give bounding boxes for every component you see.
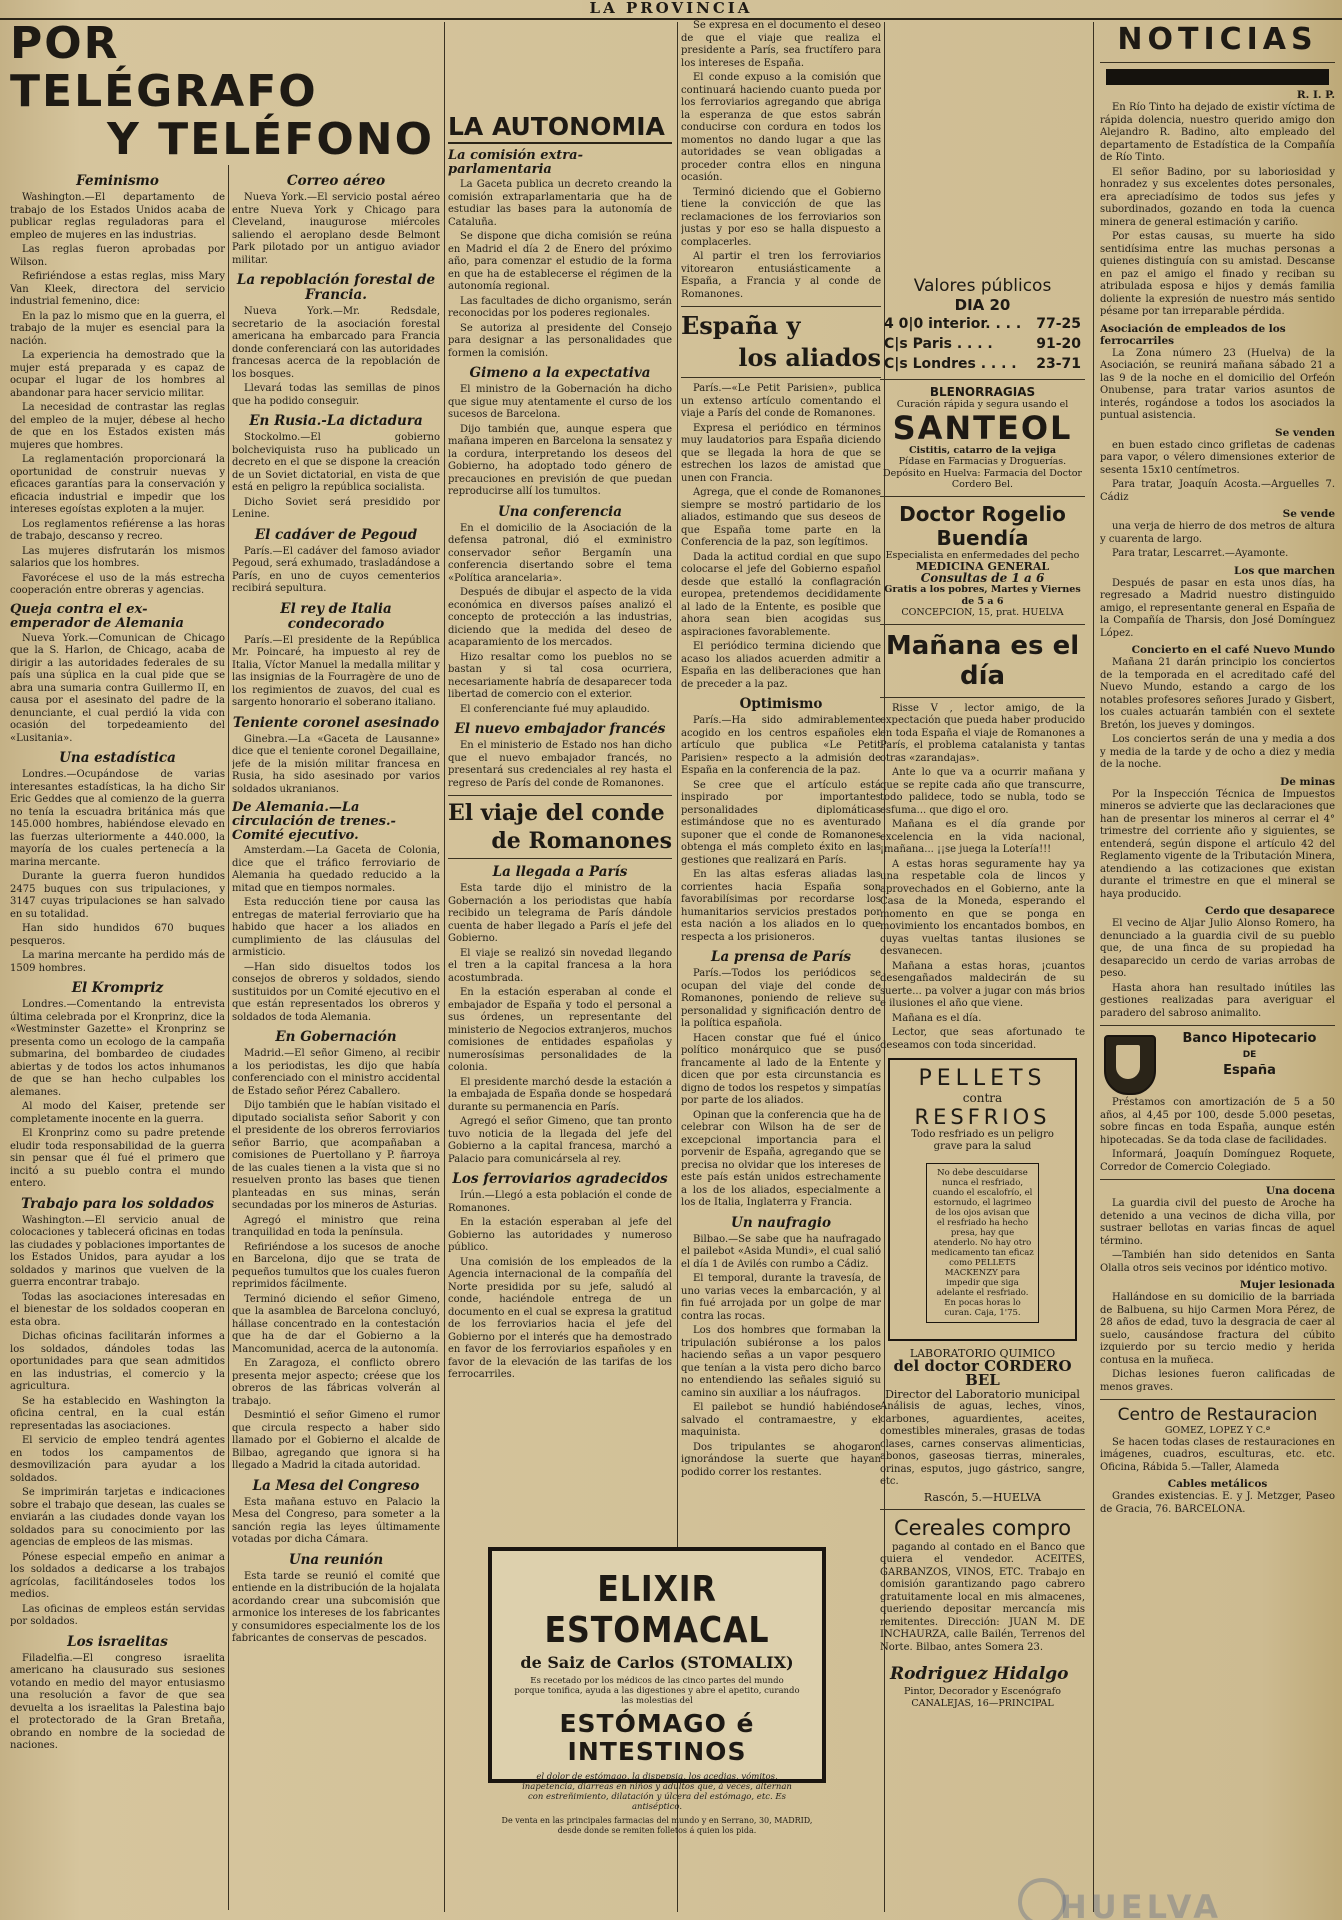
paragraph: Madrid.—El señor Gimeno, al recibir a los periodistas, les dijo que había conferenciado con el ministro accidental de Estado señor Pérez Caballero. (232, 1048, 440, 1097)
ad-text: MEDICINA GENERAL (915, 560, 1050, 573)
headline: Feminismo (76, 173, 159, 189)
paragraph: El conde expuso a la comisión que continuará haciendo cuanto pueda por los ferroviarios agregando que abriga la esperanza de que estos sabrán conducirse con cordura en todos los momentos no dando lugar a que las autoridades se vean obligadas a proceder contra ellos en ninguna ocasión. (681, 72, 881, 183)
valores-row (884, 314, 1081, 334)
paragraph: En la estación esperaban al conde el embajador de España y todo el personal a sus órdenes, un representante del ministerio de Negocios extranjeros, muchos comisiones de entidades españolas y numerosísimas personalidades de la colonia. (448, 987, 672, 1073)
paragraph: En la paz lo mismo que en la guerra, el trabajo de la mujer es esencial para la nación. (10, 310, 225, 347)
headline: Cerdo que desaparece (1204, 905, 1335, 917)
paragraph: El ministro de la Gobernación ha dicho que sigue muy atentamente el curso de los sucesos de Barcelona. (448, 384, 672, 420)
paragraph: Mañana es el día grande por excelencia en la vida nacional,¡mañana... ¡¡se juega la Lotería!!! (880, 819, 1085, 855)
paragraph: Esta tarde dijo el ministro de la Gobernación a los periodistas que había recibido un telegrama de París dándole cuenta de haber llegado a París el jefe del Gobierno. (448, 883, 672, 944)
paragraph: Washington.—El departamento de trabajo de los Estados Unidos acaba de publicar reglas reguladoras para el empleo de mujeres en las industrias. (10, 192, 225, 241)
paragraph: Agregó el señor Gimeno, que tan pronto tuvo noticia de la llegada del jefe del Gobierno a la capital francesa, marchó a Palacio para comunicársela al rey. (448, 1116, 672, 1165)
laboratorio-ad (880, 1347, 1085, 1504)
column-rule (228, 165, 229, 1910)
paragraph: París.—Todos los periódicos se ocupan del viaje del conde de Romanones, poniendo de relieve su personalidad y significación dentro de la política española. (681, 968, 881, 1029)
paragraph: Risse V , lector amigo, de la expectación que pueda haber producido en toda España el viaje de Romanones a París, el problema catalanista y tantas otras «zarandajas». (880, 702, 1085, 764)
paragraph: Lector, que seas afortunado te deseamos con toda sinceridad. (880, 1027, 1085, 1051)
paragraph: Después de pasar en esta unos días, ha regresado a Madrid nuestro distinguido amigo, el representante general en España de la Compañía de Tharsis, don José Domínguez López. (1100, 577, 1335, 639)
valores-value: 23-71 (1036, 356, 1081, 372)
paragraph: Opinan que la conferencia que ha de celebrar con Wilson ha de ser de excepcional importancia para el porvenir de España, agregando que se precisa no olvidar que los intereses de este país están unidos estrechamente a los de los aliados, especialmente a los de Italia, Inglaterra y Francia. (681, 1109, 881, 1208)
masthead-title: LA PROVINCIA (582, 0, 761, 17)
headline-aliados: los aliados (738, 343, 881, 372)
ad-text: el dolor de estómago, la dispepsia, los acedias, vómitos, inapetencia, diarreas en niños y adultos que, á veces, alternan con estreñimiento, dilatación y úlcera del estómago, etc. Es antiséptico. (522, 1772, 792, 1812)
paragraph: Dijo también que, aunque espera que mañana imperen en Barcelona la sensatez y la cordura, interpretando los deseos del Gobierno, ha adoptado todo género de precauciones en previsión de que puedan reproducirse allí los tumultos. (448, 423, 672, 497)
valores-title: Valores públicos (913, 276, 1052, 296)
paragraph: Se expresa en el documento el deseo de que el viaje que realiza el presidente a París, sea fructífero para los intereses de España. (681, 20, 881, 69)
divider (1100, 1025, 1335, 1026)
paragraph: en buen estado cinco grifletas de cadenas para vapor, o vélero dimensiones exterior de sesenta 15x10 centímetros. (1100, 439, 1335, 476)
paragraph: Stockolmo.—El gobierno bolcheviquista ruso ha publicado un decreto en el que se dispone la creación de un Soviet dictatorial, en vista de que está en peligro la república socialista. (232, 432, 440, 493)
paragraph: Dichas lesiones fueron calificadas de menos graves. (1100, 1369, 1335, 1393)
divider (1100, 1399, 1335, 1400)
ad-text: Cistitis, catarro de la vejiga (908, 444, 1057, 456)
paragraph: En la estación esperaban al jefe del Gobierno las autoridades y numeroso público. (448, 1217, 672, 1253)
ad-footer: De venta en las principales farmacias del mundo y en Serrano, 30, MADRID, desde donde se remiten folletos á quien los pida. (501, 1816, 813, 1835)
headline: El nuevo embajador francés (454, 721, 666, 737)
paragraph: Los reglamentos refiérense a las horas de trabajo, descanso y recreo. (10, 518, 225, 542)
paragraph: Favorécese el uso de la más estrecha cooperación entre obreras y agencias. (10, 572, 225, 596)
paragraph: El vecino de Aljar Julio Alonso Romero, ha denunciado a la guardia civil de su pueblo que, de una finca de su propiedad ha desaparecido un cerdo de varias arrobas de peso. (1100, 918, 1335, 979)
paragraph: Desmintió el señor Gimeno el rumor que circula respecto a haber sido llamado por el Gobierno el alcalde de Bilbao, agregando que ignora si ha llegado a Madrid la citada autoridad. (232, 1410, 440, 1471)
paragraph: En el domicilio de la Asociación de la defensa patronal, dió el exministro conservador señor Bergamín una conferencia disertando sobre el tema «Política arancelaria». (448, 522, 672, 584)
stamp-icon (1018, 1878, 1066, 1920)
headline-autonomia: LA AUTONOMIA (448, 114, 672, 144)
paragraph: Amsterdam.—La Gaceta de Colonia, dice que el tráfico ferroviario de Alemania ha quedado reducido a la mitad que en tiempos normales. (232, 845, 440, 894)
paragraph: Nueva York.—El servicio postal aéreo entre Nueva York y Chicago para Cleveland, inaugurose miércoles saliendo el aeroplano desde Belmont Park pilotado por un antiguo aviador militar. (232, 192, 440, 266)
divider (448, 795, 672, 796)
paragraph: Dichas oficinas facilitarán informes a los soldados, dándoles todas las oportunidades para que sean admitidos en las industrias, el comercio y la agricultura. (10, 1331, 225, 1392)
santeol-title: SANTEOL (892, 408, 1073, 447)
paragraph: Londres.—Comentando la entrevista última celebrada por el Kronprinz, dice la «Westminster Gazette» el Kronprinz se presenta como un ecologo de la campaña submarina, del bombardeo de ciudades abiertas y de todos los actos inhumanos de que se han hecho culpables los alemanes. (10, 999, 225, 1098)
blenorragias-title: BLENORRAGIAS (929, 385, 1036, 399)
paragraph: Los dos hombres que formaban la tripulación subiéronse a los palos haciendo señas a un vapor pesquero que tenían a la vista pero dicho barco no entendiendo las señales siguió su camino sin auxiliar a los náufragos. (681, 1325, 881, 1399)
paragraph: Mañana 21 darán principio los conciertos de la temporada en el acreditado café del Nuevo Mundo, estando a cargo de los notables profesores señores Jurado y Gisbert, los cuales actuarán también con el sextete Bretón, los jueves y domingos. (1100, 657, 1335, 731)
paragraph: Hacen constar que fué el único político monárquico que se pusó francamente al lado de la Entente y dicen que por esta circunstancia es digno de todos los respetos y simpatías por parte de los aliados. (681, 1032, 881, 1106)
banco-espana: España (1223, 1063, 1276, 1078)
paragraph: Pónese especial empeño en animar a los soldados a dedicarse a los trabajos agrícolas, facilitándoseles todos los medios. (10, 1551, 225, 1600)
paragraph: Refiriéndose a los sucesos de anoche en Barcelona, dijo que se trata de pequeños tumultos que los cuales fueron reprimidos fácilmente. (232, 1241, 440, 1290)
valores-row (884, 334, 1081, 354)
valores-label: C|s Paris . . . . (884, 336, 993, 352)
headline: El rey de Italia condecorado (280, 600, 392, 632)
headline: El cadáver de Pegoud (254, 526, 418, 543)
headline-manana: Mañana es el día (885, 630, 1080, 691)
ad-headline-1: ESTÓMAGO é (559, 1709, 755, 1738)
paragraph: A estas horas seguramente hay ya una respetable cola de lincos y aprovechados en el Gobierno, ante la Casa de la Moneda, esperando el momento en que se ponga en movimiento los encantados bombos, en cuyas vueltas tantas ilusiones se desvanecen. (880, 858, 1085, 957)
paragraph: El viaje se realizó sin novedad llegando el tren a la capital francesa a la hora acostumbrada. (448, 947, 672, 984)
doctor-title: Doctor Rogelio Buendía (899, 501, 1066, 550)
paragraph: Mañana es el día. (892, 1012, 982, 1024)
paragraph: Filadelfia.—El congreso israelita americano ha clausurado sus sesiones votando en medio del mayor entusiasmo una resolución a favor de que sea devuelta a los israelitas la Palestina bajo el protectorado de la Gran Bretaña, obrando en nombre de la sociedad de naciones. (10, 1652, 225, 1751)
divider (1100, 62, 1335, 63)
paragraph: Se ha establecido en Washington la oficina central, en la cual están representadas las asociaciones. (10, 1395, 225, 1432)
paragraph: Ante lo que va a ocurrir mañana y que se repite cada año que transcurre, todo palidece, todo se nubla, todo se esfuma... que digo el oro. (880, 767, 1085, 816)
paragraph: Hasta ahora han resultado inútiles las gestiones realizadas para averiguar el paradero del sabroso animalito. (1100, 982, 1335, 1019)
paragraph: La reglamentación proporcionará la oportunidad de construir nuevas y eficaces garantías para la conservación y eficacia industrial e impedir que los intereses egoístas exploten a la mujer. (10, 454, 225, 515)
divider (681, 377, 881, 378)
paragraph: Las reglas fueron aprobadas por Wilson. (10, 244, 225, 268)
paragraph: Washington.—El servicio anual de colocaciones y tablecerá oficinas en todas las ciudades y poblaciones importantes de los Estados Unidos, para ayudar a los soldados y marinos que vuelven de la guerra encontrar trabajo. (10, 1214, 225, 1288)
headline: De Alemania.—La circulación de trenes.- Comité ejecutivo. (232, 800, 396, 843)
headline: Una estadística (59, 750, 176, 766)
ad-text: GOMEZ, LOPEZ Y C.ª (1164, 1425, 1271, 1436)
section-banner (10, 20, 440, 164)
coat-of-arms-icon (1104, 1035, 1156, 1095)
ad-text: Gratis a los pobres, Martes y Viernes de 5 a 6 (884, 584, 1081, 607)
paragraph: una verja de hierro de dos metros de altura y cuarenta de largo. (1100, 521, 1335, 545)
headline: Concierto en el café Nuevo Mundo (1131, 644, 1335, 656)
paragraph: Bilbao.—Se sabe que ha naufragado el pailebot «Asida Mundi», el cual salió el día 1 de Avilés con rumbo a Cádiz. (681, 1233, 881, 1270)
paragraph: Londres.—Ocupándose de varias interesantes estadísticas, la ha dicho Sir Eric Geddes que al comienzo de la guerra no tenía la escuadra británica más que 145.000 hombres, habiéndose elevado en las fuerzas ulteriormente a 440.000, la mayoría de los cuales pertenecía a la marina mercante. (10, 769, 225, 868)
banner-line-1: POR TELÉGRAFO (10, 18, 318, 117)
headline: Una conferencia (497, 503, 623, 520)
paragraph: El periódico termina diciendo que acaso los aliados acuerden admitir a España en las deliberaciones que han de preceder a la paz. (681, 641, 881, 690)
paragraph: París.—«Le Petit Parisien», publica un extenso artículo comentando el viaje a París del conde de Romanones. (681, 383, 881, 419)
headline: En Rusia.-La dictadura (249, 413, 423, 429)
paragraph: París.—Ha sido admirablemente acogido en los centros españoles el artículo que publica «Le Petit Parisien» respecto a la admisión de España en la conferencia de la paz. (681, 715, 881, 776)
banco-advertisement (1100, 1031, 1335, 1097)
noticias-title: NOTICIAS (1117, 22, 1318, 57)
divider (448, 858, 672, 859)
paragraph: Han sido hundidos 670 buques pesqueros. (10, 923, 225, 947)
headline: Se venden (1275, 426, 1335, 439)
valores-value: 91-20 (1036, 336, 1081, 352)
paragraph: —Han sido disueltos todos los consejos de obreros y soldados, siendo sustituidos por un Comité ejecutivo en el que están representados los obreros y soldados de toda Alemania. (232, 961, 440, 1023)
paragraph: El conferenciante fué muy aplaudido. (460, 703, 650, 715)
paragraph: El Kronprinz como su padre pretende eludir toda responsabilidad de la guerra sin pensar que él fué el primero que incitó a su pueblo contra el mundo entero. (10, 1128, 225, 1189)
paragraph: El señor Badino, por su laboriosidad y honradez y sus excelentes dotes personales, era apreciadísimo de todos sus jefes y subordinados, gozando en toda la cuenca minera de general estimación y cariño. (1100, 166, 1335, 228)
paragraph: Al partir el tren los ferroviarios vitorearon entusiásticamente a España, a Francia y al conde de Romanones. (681, 251, 881, 300)
headline: La llegada a París (492, 864, 628, 880)
paragraph: París.—El presidente de la República Mr. Poincaré, ha impuesto al rey de Italia, Víctor Manuel la medalla militar y las insignias de la Fourragère de uno de los regimientos de zuavos, del cual es sargento honorario el soberano italiano. (232, 634, 440, 708)
banner-line-2: Y TELÉFONO (106, 114, 434, 165)
paragraph: Se imprimirán tarjetas e indicaciones sobre el trabajo que desean, las cuales se enviarán a las ciudades donde vayan los soldados para su conocimiento por las agencias de empleos de las mismas. (10, 1487, 225, 1548)
paragraph: Análisis de aguas, leches, vinos, carbones, aguardientes, aceites, comestibles minerales, grasas de todas clases, carnes conservas alimenticias, abonos, gaseosas tierras, minerales, orinas, esputos, jugo gástrico, sangre, etc. (880, 1401, 1085, 1487)
paragraph: Préstamos con amortización de 5 a 50 años, al 4,45 por 100, desde 5.000 pesetas, sobre fincas en toda España, aunque estén hipotecadas. Se da toda clase de facilidades. (1100, 1097, 1335, 1146)
column-4 (880, 20, 1085, 1915)
ad-text: Depósito en Huelva: Farmacia del Doctor Cordero Bel. (883, 467, 1082, 490)
spacer (880, 20, 1085, 270)
column-3 (681, 20, 881, 1530)
headline: La comisión extra-parlamentaria (448, 148, 583, 177)
centro-title: Centro de Restauracion (1117, 1405, 1318, 1425)
paragraph: Una comisión de los empleados de la Agencia internacional de la compañía del Norte presidida por su jefe, saludó al conde, haciéndole entrega de un documento en el cual se expresa la gratitud de los ferroviarios hacia el jefe del Gobierno por el interés que ha demostrado en favor de los ferroviarios españoles y en favor de la elevación de las tarifas de los ferrocarriles. (448, 1256, 672, 1380)
paragraph: pagando al contado en el Banco que quiera el vendedor. ACEITES, GARBANZOS, VINOS, ETC. Trabajo en comisión garantizando pago cabrero gratuitamente local en mis almacenes, queriendo depositar mercancía mis remitentes. Dirección: JUAN M. DE INCHAURZA, calle Bailén, Terrenos del Norte. Bilbao, antes Somera 23. (880, 1541, 1085, 1653)
ad-text: CONCEPCION, 15, prat. HUELVA (901, 607, 1064, 618)
paragraph: Dos tripulantes se ahogaron ignorándose la suerte que hayan podido correr los restantes. (681, 1441, 881, 1478)
pellets-advertisement (888, 1058, 1077, 1341)
ad-text: Todo resfriado es un peligro grave para la salud (911, 1129, 1054, 1152)
paragraph: Todas las asociaciones interesadas en el bienestar de los soldados cooperan en esta obra. (10, 1291, 225, 1328)
watermark: HUELVA (1060, 1888, 1222, 1920)
pellets-box: No debe descuidarse nunca el resfriado, cuando el escalofrío, el estornudo, el lagrimeo de los ojos avisan que el resfriado ha hecho presa, hay que atenderlo. No hay otro medicamento tan eficaz como PELLETS MACKENZY para impedir que siga adelante el resfriado. En pocas horas lo curan. Caja, 1'75. (926, 1163, 1039, 1323)
divider (880, 379, 1085, 380)
paragraph: Esta tarde se reunió el comité que entiende en la distribución de la hojalata acordando crear una subcomisión que armonice los intereses de los fabricantes y consumidores especialmente los de los fabricantes de conservas de pescados. (232, 1570, 440, 1644)
ad-text: Rascón, 5.—HUELVA (923, 1490, 1042, 1504)
paragraph: En las altas esferas aliadas las corrientes hacia España son favorabilísimas por recordarse los humanitarios servicios prestados por esta nación a los aliados en lo que respecta a los prisioneros. (681, 869, 881, 943)
paragraph: Se hacen todas clases de restauraciones en imágenes, cuadros, esculturas, etc. etc. Oficina, Rábida 5.—Taller, Alameda (1100, 1436, 1335, 1473)
paragraph: El pailebot se hundió habiéndose salvado el contramaestre, y el maquinista. (681, 1402, 881, 1438)
divider (880, 1509, 1085, 1510)
paragraph: Informará, Joaquín Domínguez Roquete, Corredor de Comercio Colegiado. (1100, 1149, 1335, 1173)
paragraph: Agrega, que el conde de Romanones siempre se mostró partidario de los aliados, estimando que sus deseos de que España tome parte en la Conferencia de la paz, son legítimos. (681, 487, 881, 548)
paragraph: Para tratar, Joaquín Acosta.—Arguelles 7. Cádiz (1100, 479, 1335, 503)
paragraph: Durante la guerra fueron hundidos 2475 buques con sus tripulaciones, y 3147 cuyas tripulaciones se han salvado en su totalidad. (10, 871, 225, 920)
banco-de: DE (1242, 1050, 1257, 1060)
paragraph: En Río Tinto ha dejado de existir víctima de rápida dolencia, nuestro querido amigo don Alejandro R. Badino, alto empleado del departamento de Estadística de la Compañía de Río Tinto. (1100, 102, 1335, 163)
headline: Se vende (1282, 508, 1335, 520)
valores-day: DIA 20 (954, 296, 1011, 314)
paragraph: Nueva York.—Mr. Redsdale, secretario de la asociación forestal americana ha embarcado para Francia donde conferenciará con las autoridades francesas acerca de la repoblación de los bosques. (232, 306, 440, 380)
rodriguez-title: Rodriguez Hidalgo (890, 1664, 1069, 1684)
ad-text: Especialista en enfermedades del pecho (885, 549, 1080, 561)
ad-text: Pintor, Decorador y Escenógrafo CANALEJAS, 16—PRINCIPAL (904, 1686, 1061, 1709)
divider (880, 697, 1085, 698)
paragraph: Dicho Soviet será presidido por Lenine. (232, 496, 440, 520)
ad-text: Curación rápida y segura usando el (896, 399, 1069, 410)
valores-label: 4 0|0 interior. . . . (884, 316, 1022, 332)
headline: Una reunión (288, 1551, 384, 1568)
paragraph: Grandes existencias. E. y J. Metzger, Paseo de Gracia, 76. BARCELONA. (1100, 1491, 1335, 1515)
paragraph: La guardia civil del puesto de Aroche ha detenido a una vecinos de dicha villa, por sustraer bellotas en varias fincas de aquel término. (1100, 1198, 1335, 1247)
column-2 (448, 20, 672, 1530)
pellets-resfrios: RESFRIOS (914, 1105, 1051, 1129)
divider (880, 624, 1085, 625)
paragraph: —También han sido detenidos en Santa Olalla otros seis vecinos por idéntico motivo. (1100, 1250, 1335, 1274)
paragraph: Se autoriza al presidente del Consejo para designar a las personalidades que formen la comisión. (448, 322, 672, 359)
paragraph: Dada la actitud cordial en que supo colocarse el jefe del Gobierno español desde que estalló la conflagración europea, pretendemos decididamente al lado de la Entente, es posible que ahora sean bien acogidas sus aspiraciones favorablemente. (681, 551, 881, 638)
paragraph: Mañana a estas horas, ¡cuantos desengañados maldecirán de su suerte... pa volver a jugar con más brios e ilusiones el año que viene. (880, 960, 1085, 1009)
headline: La Mesa del Congreso (252, 1477, 420, 1494)
paragraph: El presidente marchó desde la estación a la embajada de España donde se hospedará durante su permanencia en París. (448, 1076, 672, 1113)
ad-text: Consultas de 1 a 6 (920, 570, 1045, 585)
paragraph: Las facultades de dicho organismo, serán reconocidas por los poderes regionales. (448, 295, 672, 319)
elixir-advertisement (488, 1547, 826, 1835)
divider (880, 496, 1085, 497)
headline: El Krompriz (71, 980, 164, 996)
paragraph: Terminó diciendo el señor Gimeno, que la asamblea de Barcelona concluyó, hállase concentrado en la contestación que ha de dar el Gobierno a la Mancomunidad, acerca de la autonomía. (232, 1293, 440, 1355)
column-1 (10, 168, 225, 1920)
headline: Asociación de empleados de los ferrocarriles (1100, 322, 1286, 347)
paragraph: Hizo resaltar como los pueblos no se bastan y si tal cosa ocurriera, necesariamente habría de desaparecer toda libertad de comercio con el exterior. (448, 651, 672, 700)
paragraph: Por estas causas, su muerte ha sido sentidísima entre las muchas personas a quienes distinguía con su amistad. Descanse en paz el amigo el finado y reciban su atribulada esposa e hijos y demás familia doliente la expresión de nuestro más sentido pésame por tan irreparable pérdida. (1100, 231, 1335, 317)
divider (1100, 1179, 1335, 1180)
paragraph: El servicio de empleo tendrá agentes en todos los campamentos de desmovilización para ayudar a los soldados. (10, 1435, 225, 1484)
column-5 (1100, 20, 1335, 1915)
paragraph: La Zona número 23 (Huelva) de la Asociación, se reunirá mañana sábado 21 a las 9 de la noche en el domicilio del Orfeón Onubense, para tratar varios asuntos de interés, rogándose a todos los asociados la puntual asistencia. (1100, 347, 1335, 421)
divider (681, 306, 881, 307)
cereales-title: Cereales compro (893, 1515, 1072, 1540)
paragraph: Por la Inspección Técnica de Impuestos mineros se advierte que las declaraciones que han de presentar los mineros al cerrar el 4° trimestre del corriente año y siguientes, se entenderá, según dispone el artículo 42 del Reglamento vigente de la Tributación Minera, atendiendo a las cotizaciones que existan durante el trimestre en que el mineral se haya producido. (1100, 788, 1335, 900)
column-rule (1093, 22, 1094, 1912)
paragraph: Dijo también que le habían visitado el diputado socialista señor Saborit y con el presidente de los obreros ferroviarios señor Barrio, que acompañaban a comisiones de Puertollano y P. ñarroya de las cuales tienen a la vista que si no resuelven pronto las bases que tienen planteadas en sus minas, serán secundadas por los mineros de Asturias. (232, 1100, 440, 1211)
headline: Correo aéreo (286, 173, 386, 189)
paragraph: Esta reducción tiene por causa las entregas de material ferroviario que ha habido que hacer a los aliados en cumplimiento de las cláusulas del armisticio. (232, 897, 440, 958)
valores-table (880, 314, 1085, 374)
paragraph: Esta mañana estuvo en Palacio la Mesa del Congreso, para someter a la sanción regia las leyes últimamente votadas por dicha Cámara. (232, 1496, 440, 1545)
headline: La prensa de París (710, 949, 852, 965)
ad-title: del doctor CORDERO BEL (893, 1357, 1072, 1389)
headline: Optimismo (739, 696, 823, 712)
paragraph: Agregó el ministro que reina tranquilidad en toda la península. (232, 1214, 440, 1238)
ad-subtitle: de Saiz de Carlos (STOMALIX) (520, 1653, 794, 1672)
paragraph: La Gaceta publica un decreto creando la comisión extraparlamentaria que ha de estudiar las bases para la autonomía de Cataluña. (448, 179, 672, 228)
headline: Los israelitas (67, 1633, 168, 1650)
ad-text: Es recetado por los médicos de las cinco partes del mundo porque tonifica, ayuda a las digestiones y abre el apetito, curando las molestias del (514, 1676, 800, 1706)
valores-value: 77-25 (1036, 316, 1081, 332)
paragraph: Irún.—Llegó a esta población el conde de Romanones. (448, 1190, 672, 1214)
headline-viaje-2: de Romanones (491, 828, 672, 854)
black-band (1106, 69, 1329, 85)
paragraph: Para tratar, Lescarret.—Ayamonte. (1112, 548, 1289, 559)
ad-text: LABORATORIO QUIMICO (909, 1347, 1056, 1360)
paragraph: París.—El cadáver del famoso aviador Pegoud, será exhumado, trasladándose a París, en uno de cuyos cementerios recibirá sepultura. (232, 545, 440, 594)
headline: R. I. P. (1296, 89, 1335, 101)
headline: Los ferroviarios agradecidos (452, 1171, 668, 1187)
ad-title: ELIXIR ESTOMACAL (544, 1569, 770, 1651)
valores-row (884, 354, 1081, 374)
headline: Cables metálicos (1167, 1478, 1268, 1490)
pellets-title: PELLETS (918, 1066, 1047, 1091)
masthead (0, 0, 1342, 20)
column-1-right (232, 168, 440, 1920)
paragraph: Terminó diciendo que el Gobierno tiene la convicción de que las reclamaciones de los ferroviarios son justas y por eso se halla dispuesto a complacerles. (681, 186, 881, 248)
paragraph: Al modo del Kaiser, pretende ser completamente inocente en la guerra. (10, 1101, 225, 1125)
headline: Gimeno a la expectativa (469, 365, 651, 381)
paragraph: Ginebra.—La «Gaceta de Lausanne» dice que el teniente coronel Degaillaine, jefe de la misión militar francesa en Rusia, ha sido asesinado por varios soldados ukranianos. (232, 733, 440, 795)
ad-text: Director del Laboratorio municipal (885, 1388, 1080, 1401)
pellets-contra: contra (962, 1091, 1003, 1105)
headline: La repoblación forestal de Francia. (236, 272, 436, 303)
paragraph: En el ministerio de Estado nos han dicho que el nuevo embajador francés, no presentará sus credenciales al rey hasta el regreso de París del conde de Romanones. (448, 740, 672, 789)
headline: Un naufragio (731, 1214, 831, 1231)
paragraph: Se cree que el artículo está inspirado por importantes personalidades diplomáticas estimándose que no es aventurado suponer que el conde de Romanones obtenga el más completo éxito en las gestiones que realizará en París. (681, 779, 881, 866)
banco-title: Banco Hipotecario (1182, 1031, 1317, 1046)
paragraph: La marina mercante ha perdido más de 1509 hombres. (10, 950, 225, 974)
paragraph: La necesidad de contrastar las reglas del empleo de la mujer, débese al hecho de que en los Estados existen más mujeres que hombres. (10, 402, 225, 451)
headline-espana: España y (681, 311, 801, 340)
headline: Queja contra el ex-emperador de Alemania (10, 601, 184, 631)
valores-label: C|s Londres . . . . (884, 356, 1017, 372)
headline: De minas (1280, 775, 1335, 788)
headline: Teniente coronel asesinado (232, 714, 440, 731)
paragraph: Hallándose en su domicilio de la barriada de Balbuena, su hijo Carmen Mora Pérez, de 28 años de edad, tuvo la desgracia de caer al suelo, causándose fractura del cúbito izquierdo por su tercio medio y herida contusa en la muñeca. (1100, 1292, 1335, 1366)
headline: En Gobernación (275, 1029, 397, 1045)
paragraph: Expresa el periódico en términos muy laudatorios para España diciendo que se llegada la hora de que se estrechen los lazos de amistad que unen con Francia. (681, 422, 881, 484)
headline: Mujer lesionada (1239, 1279, 1335, 1291)
paragraph: Las oficinas de empleos están servidas por soldados. (10, 1603, 225, 1627)
headline-viaje-1: El viaje del conde (448, 800, 665, 826)
paragraph: La experiencia ha demostrado que la mujer está preparada y es capaz de ocupar el lugar de los hombres al abandonar para hacer servicio militar. (10, 350, 225, 399)
paragraph: Se dispone que dicha comisión se reúna en Madrid el día 2 de Enero del próximo año, para comenzar el estudio de la forma en que ha de establecerse el régimen de la autonomía regional. (448, 231, 672, 292)
ad-headline-2: INTESTINOS (567, 1737, 747, 1766)
headline: Una docena (1265, 1185, 1335, 1197)
paragraph: El temporal, durante la travesía, de uno varias veces la embarcación, y al fin fué arrojada por un golpe de mar contra las rocas. (681, 1273, 881, 1322)
paragraph: Después de dibujar el aspecto de la vida económica en diversos países analizó el concepto de protección a las industrias, diciendo que la medida del deseo de acaparamiento de los mercados. (448, 587, 672, 648)
ad-text: Pídase en Farmacias y Droguerías. (898, 456, 1067, 467)
column-rule (444, 22, 445, 1912)
paragraph: Llevará todas las semillas de pinos que ha podido conseguir. (232, 383, 440, 407)
paragraph: En Zaragoza, el conflicto obrero presenta mejor aspecto; créese que los obreros de las fábricas volverán al trabajo. (232, 1358, 440, 1407)
paragraph: Los conciertos serán de una y media a dos y media de la tarde y de ocho a diez y media de la noche. (1100, 734, 1335, 770)
paragraph: Nueva York.—Comunican de Chicago que la S. Harlon, de Chicago, acaba de dirigir a las autoridades federales de su país una súplica en la cual pide que se abra una sumaria contra Guillermo II, en causa por el asesinato del padre de la denunciante, el cual perdió la vida con ocasión del torpedeamiento del «Lusitania». (10, 632, 225, 744)
headline: Los que marchen (1233, 564, 1335, 577)
paragraph: Refiriéndose a estas reglas, miss Mary Van Kleek, directora del servicio industrial femenino, dice: (10, 271, 225, 307)
paragraph: Las mujeres disfrutarán los mismos salarios que los hombres. (10, 545, 225, 569)
headline: Trabajo para los soldados (21, 1195, 214, 1212)
